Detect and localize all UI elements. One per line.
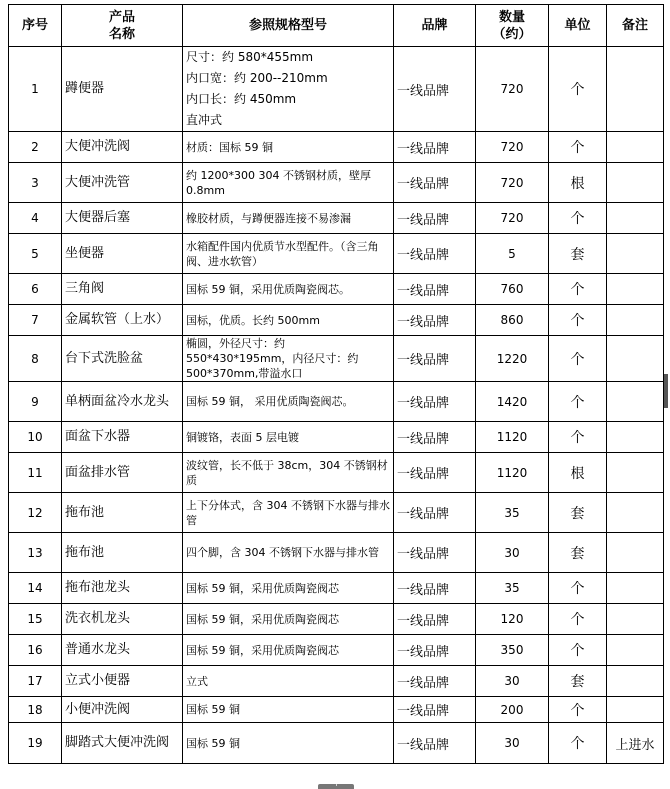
table-row xyxy=(9,132,664,163)
cell-note xyxy=(607,132,664,163)
cell-note xyxy=(607,666,664,697)
cell-brand: 一线品牌 xyxy=(394,305,476,336)
cell-qty: 720 xyxy=(476,132,549,163)
cell-brand: 一线品牌 xyxy=(394,666,476,697)
cell-spec: 国标 59 铜，采用优质陶瓷阀芯 xyxy=(183,573,394,604)
cell-note xyxy=(607,203,664,234)
cell-name: 脚踏式大便冲洗阀 xyxy=(62,723,183,764)
cell-unit: 个 xyxy=(549,274,607,305)
cell-no: 11 xyxy=(9,453,62,493)
cell-unit: 套 xyxy=(549,234,607,274)
cell-unit: 个 xyxy=(549,723,607,764)
cell-name: 拖布池 xyxy=(62,533,183,573)
table-row xyxy=(9,697,664,723)
cell-no: 8 xyxy=(9,336,62,382)
cell-unit: 个 xyxy=(549,604,607,635)
cell-note xyxy=(607,635,664,666)
cell-name: 面盆下水器 xyxy=(62,422,183,453)
cell-no: 13 xyxy=(9,533,62,573)
cell-spec: 国标 59 铜，采用优质陶瓷阀芯。 xyxy=(183,274,394,305)
table-row xyxy=(9,422,664,453)
product-spec-table xyxy=(8,4,664,764)
table-row xyxy=(9,336,664,382)
table-row xyxy=(9,274,664,305)
cell-note: 上进水 xyxy=(607,723,664,764)
cell-unit: 根 xyxy=(549,163,607,203)
cell-qty: 35 xyxy=(476,493,549,533)
cell-name: 大便冲洗阀 xyxy=(62,132,183,163)
cell-spec: 国标 59 铜 xyxy=(183,723,394,764)
cell-no: 15 xyxy=(9,604,62,635)
cell-name: 拖布池龙头 xyxy=(62,573,183,604)
table-row xyxy=(9,573,664,604)
cell-name: 拖布池 xyxy=(62,493,183,533)
cell-note xyxy=(607,47,664,132)
cell-qty: 5 xyxy=(476,234,549,274)
cell-qty: 30 xyxy=(476,533,549,573)
cell-qty: 200 xyxy=(476,697,549,723)
table-row xyxy=(9,635,664,666)
table-row xyxy=(9,533,664,573)
cell-qty: 720 xyxy=(476,47,549,132)
cell-qty: 30 xyxy=(476,723,549,764)
cell-no: 4 xyxy=(9,203,62,234)
cell-no: 14 xyxy=(9,573,62,604)
cell-no: 17 xyxy=(9,666,62,697)
cell-brand: 一线品牌 xyxy=(394,635,476,666)
cell-name: 小便冲洗阀 xyxy=(62,697,183,723)
cell-note xyxy=(607,422,664,453)
header-qty: 数量 （约） xyxy=(476,5,549,47)
cell-brand: 一线品牌 xyxy=(394,533,476,573)
cell-brand: 一线品牌 xyxy=(394,203,476,234)
scroll-handle[interactable] xyxy=(664,374,668,408)
cell-no: 10 xyxy=(9,422,62,453)
plus-icon: + xyxy=(333,779,340,788)
cell-brand: 一线品牌 xyxy=(394,274,476,305)
cell-brand: 一线品牌 xyxy=(394,422,476,453)
cell-brand: 一线品牌 xyxy=(394,234,476,274)
table-header-row xyxy=(9,5,664,47)
cell-unit: 套 xyxy=(549,533,607,573)
cell-name: 单柄面盆冷水龙头 xyxy=(62,382,183,422)
cell-no: 1 xyxy=(9,47,62,132)
header-spec: 参照规格型号 xyxy=(183,5,394,47)
cell-name: 大便冲洗管 xyxy=(62,163,183,203)
cell-name: 大便器后塞 xyxy=(62,203,183,234)
cell-brand: 一线品牌 xyxy=(394,723,476,764)
cell-qty: 1220 xyxy=(476,336,549,382)
cell-spec: 椭圆，外径尺寸：约 550*430*195mm，内径尺寸：约 500*370mm,带溢水口 xyxy=(183,336,394,382)
cell-brand: 一线品牌 xyxy=(394,493,476,533)
cell-spec: 国标 59 铜，采用优质陶瓷阀芯 xyxy=(183,635,394,666)
cell-unit: 根 xyxy=(549,453,607,493)
header-note: 备注 xyxy=(607,5,664,47)
cell-brand: 一线品牌 xyxy=(394,47,476,132)
cell-spec: 国标 59 铜 xyxy=(183,697,394,723)
cell-name: 立式小便器 xyxy=(62,666,183,697)
cell-unit: 个 xyxy=(549,697,607,723)
cell-spec: 橡胶材质，与蹲便器连接不易渗漏 xyxy=(183,203,394,234)
header-brand: 品牌 xyxy=(394,5,476,47)
cell-note xyxy=(607,163,664,203)
table-move-handle[interactable] xyxy=(318,779,354,789)
cell-brand: 一线品牌 xyxy=(394,132,476,163)
cell-spec: 立式 xyxy=(183,666,394,697)
cell-unit: 个 xyxy=(549,382,607,422)
table-row xyxy=(9,47,664,132)
cell-qty: 30 xyxy=(476,666,549,697)
cell-brand: 一线品牌 xyxy=(394,573,476,604)
table-row xyxy=(9,604,664,635)
cell-note xyxy=(607,274,664,305)
cell-spec: 国标，优质。长约 500mm xyxy=(183,305,394,336)
cell-spec: 上下分体式，含 304 不锈钢下水器与排水管 xyxy=(183,493,394,533)
cell-qty: 1120 xyxy=(476,422,549,453)
cell-name: 面盆排水管 xyxy=(62,453,183,493)
cell-qty: 720 xyxy=(476,163,549,203)
cell-no: 9 xyxy=(9,382,62,422)
cell-name: 普通水龙头 xyxy=(62,635,183,666)
cell-note xyxy=(607,234,664,274)
cell-no: 7 xyxy=(9,305,62,336)
cell-brand: 一线品牌 xyxy=(394,604,476,635)
cell-unit: 个 xyxy=(549,573,607,604)
table-row xyxy=(9,305,664,336)
cell-unit: 个 xyxy=(549,422,607,453)
cell-spec: 国标 59 铜，采用优质陶瓷阀芯 xyxy=(183,604,394,635)
cell-qty: 35 xyxy=(476,573,549,604)
cell-qty: 860 xyxy=(476,305,549,336)
cell-note xyxy=(607,533,664,573)
cell-note xyxy=(607,573,664,604)
cell-note xyxy=(607,336,664,382)
cell-brand: 一线品牌 xyxy=(394,697,476,723)
cell-no: 19 xyxy=(9,723,62,764)
cell-spec: 约 1200*300 304 不锈钢材质，壁厚 0.8mm xyxy=(183,163,394,203)
cell-spec: 国标 59 铜， 采用优质陶瓷阀芯。 xyxy=(183,382,394,422)
cell-note xyxy=(607,697,664,723)
cell-qty: 1120 xyxy=(476,453,549,493)
cell-spec: 材质：国标 59 铜 xyxy=(183,132,394,163)
header-name: 产品 名称 xyxy=(62,5,183,47)
cell-name: 坐便器 xyxy=(62,234,183,274)
cell-name: 三角阀 xyxy=(62,274,183,305)
cell-brand: 一线品牌 xyxy=(394,163,476,203)
cell-unit: 个 xyxy=(549,336,607,382)
header-no: 序号 xyxy=(9,5,62,47)
table-row xyxy=(9,723,664,764)
cell-no: 18 xyxy=(9,697,62,723)
table-row xyxy=(9,203,664,234)
cell-spec: 水箱配件国内优质节水型配件。（含三角阀、进水软管） xyxy=(183,234,394,274)
cell-unit: 个 xyxy=(549,305,607,336)
cell-no: 16 xyxy=(9,635,62,666)
cell-qty: 350 xyxy=(476,635,549,666)
cell-name: 台下式洗脸盆 xyxy=(62,336,183,382)
cell-no: 5 xyxy=(9,234,62,274)
cell-spec: 铜镀铬，表面 5 层电镀 xyxy=(183,422,394,453)
cell-no: 3 xyxy=(9,163,62,203)
cell-qty: 760 xyxy=(476,274,549,305)
cell-spec: 尺寸：约 580*455mm 内口宽：约 200--210mm 内口长：约 450mm 直冲式 xyxy=(183,47,394,132)
cell-unit: 个 xyxy=(549,132,607,163)
cell-qty: 720 xyxy=(476,203,549,234)
cell-name: 洗衣机龙头 xyxy=(62,604,183,635)
cell-note xyxy=(607,604,664,635)
cell-note xyxy=(607,382,664,422)
cell-note xyxy=(607,305,664,336)
cell-no: 6 xyxy=(9,274,62,305)
table-row xyxy=(9,234,664,274)
cell-brand: 一线品牌 xyxy=(394,336,476,382)
cell-unit: 套 xyxy=(549,666,607,697)
cell-no: 12 xyxy=(9,493,62,533)
header-unit: 单位 xyxy=(549,5,607,47)
cell-unit: 个 xyxy=(549,635,607,666)
table-row xyxy=(9,453,664,493)
cell-qty: 120 xyxy=(476,604,549,635)
table-row xyxy=(9,493,664,533)
cell-name: 蹲便器 xyxy=(62,47,183,132)
cell-unit: 个 xyxy=(549,203,607,234)
table-body xyxy=(9,47,664,764)
cell-no: 2 xyxy=(9,132,62,163)
table-row xyxy=(9,382,664,422)
cell-spec: 波纹管，长不低于 38cm，304 不锈钢材质 xyxy=(183,453,394,493)
cell-note xyxy=(607,493,664,533)
cell-spec: 四个脚，含 304 不锈钢下水器与排水管 xyxy=(183,533,394,573)
cell-name: 金属软管（上水） xyxy=(62,305,183,336)
cell-qty: 1420 xyxy=(476,382,549,422)
cell-unit: 个 xyxy=(549,47,607,132)
cell-brand: 一线品牌 xyxy=(394,382,476,422)
table-row xyxy=(9,163,664,203)
cell-brand: 一线品牌 xyxy=(394,453,476,493)
cell-note xyxy=(607,453,664,493)
cell-unit: 套 xyxy=(549,493,607,533)
table-row xyxy=(9,666,664,697)
